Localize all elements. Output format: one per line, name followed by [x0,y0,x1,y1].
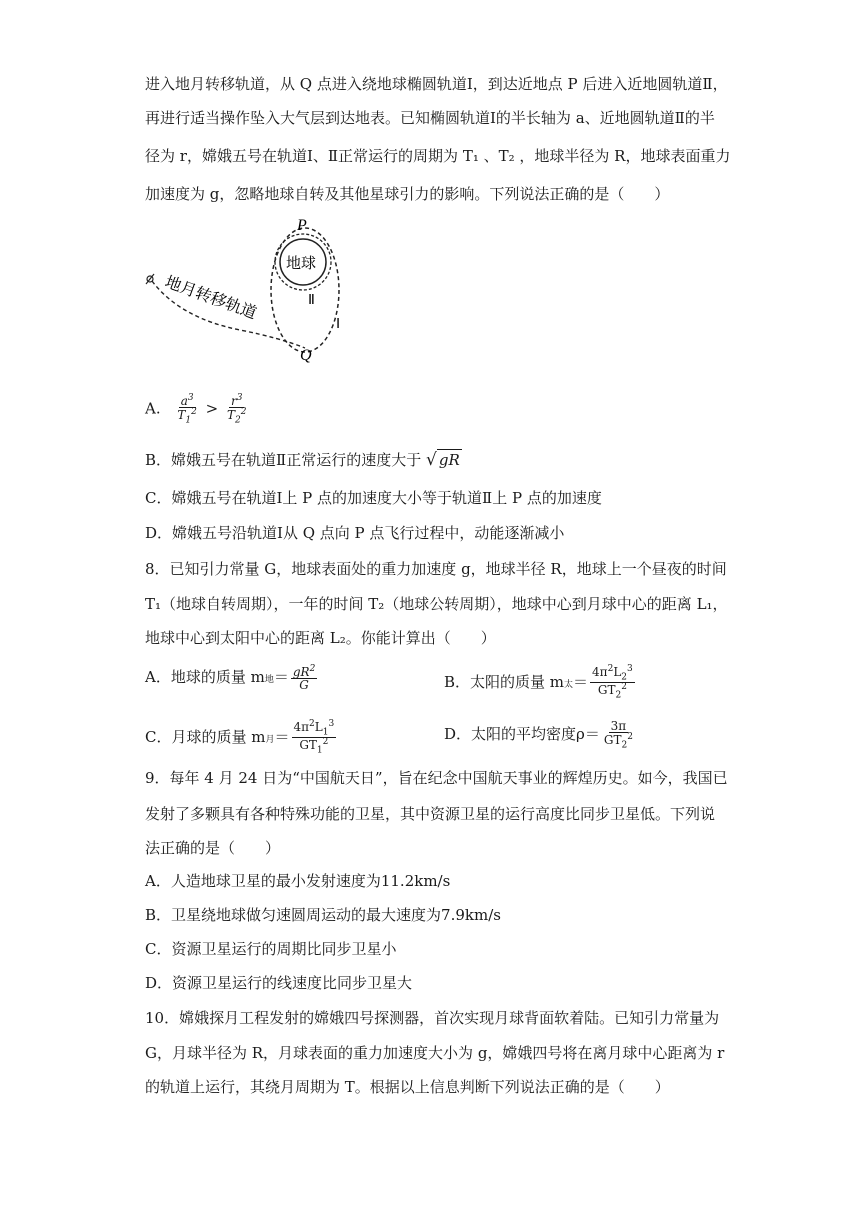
q10-stem-line-2: G，月球半径为 R，月球表面的重力加速度大小为 g，嫦娥四号将在离月球中心距离为 r [145,1044,725,1062]
q8-option-b: B．太阳的质量 m太＝ $\frac{4\pi^2L_2^3}{GT_2^2}$ [444,664,633,701]
label-transfer-orbit: 地月转移轨道 [162,271,260,323]
q9-option-d: D．资源卫星运行的线速度比同步卫星大 [145,974,413,992]
q7-option-b-text: B．嫦娥五号在轨道Ⅱ正常运行的速度大于 [145,451,422,469]
q7-option-b: B．嫦娥五号在轨道Ⅱ正常运行的速度大于 √ gR [145,450,460,470]
q8-option-d: D．太阳的平均密度ρ＝ $\frac{3\pi}{GT_2^2}$ [444,719,633,751]
q8-stem-line-1: 8．已知引力常量 G，地球表面处的重力加速度 g，地球半径 R，地球上一个昼夜的时间 [145,560,727,578]
q9-stem-line-3: 法正确的是（ ） [145,839,281,857]
q9-stem-line-2: 发射了多颗具有各种特殊功能的卫星，其中资源卫星的运行高度比同步卫星低。下列说 [145,805,716,823]
q9-option-a: A．人造地球卫星的最小发射速度为11.2km/s [145,872,451,890]
q10-stem-line-1: 10．嫦娥探月工程发射的嫦娥四号探测器，首次实现月球背面软着陆。已知引力常量为 [145,1009,720,1027]
q8-stem-line-2: T₁（地球自转周期），一年的时间 T₂（地球公转周期），地球中心到月球中心的距离 L₁， [145,595,728,613]
label-q: Q [300,347,312,364]
q7-stem-line-3: 径为 r，嫦娥五号在轨道Ⅰ、Ⅱ正常运行的周期为 T₁ 、T₂ ，地球半径为 R，地球表面重力 [145,147,731,165]
q8-option-c: C．月球的质量 m月＝ $\frac{4\pi^2L_1^3}{GT_1^2}$ [145,719,335,756]
orbit-diagram [140,208,360,368]
q7-option-a-label: A. [145,399,161,418]
q9-stem-line-1: 9．每年 4 月 24 日为“中国航天日”，旨在纪念中国航天事业的辉煌历史。如今，我国已 [145,769,728,787]
q8-option-a: A．地球的质量 m地＝ $\frac{gR^2}{G}$ [145,664,316,692]
q7-stem-line-4: 加速度为 g，忽略地球自转及其他星球引力的影响。下列说法正确的是（ ） [145,185,670,203]
q7-option-c: C．嫦娥五号在轨道Ⅰ上 P 点的加速度大小等于轨道Ⅱ上 P 点的加速度 [145,489,602,507]
q7-stem-line-1: 进入地月转移轨道，从 Q 点进入绕地球椭圆轨道Ⅰ，到达近地点 P 后进入近地圆轨道Ⅱ， [145,75,728,93]
q7-option-a: A. $\frac{a^3}{T_1^2}$ > $\frac{r^3}{T_2^2}$ [145,393,247,426]
label-earth: 地球 [286,254,317,272]
q10-stem-line-3: 的轨道上运行，其绕月周期为 T。根据以上信息判断下列说法正确的是（ ） [145,1078,670,1096]
q7-option-d: D．嫦娥五号沿轨道Ⅰ从 Q 点向 P 点飞行过程中，动能逐渐减小 [145,524,565,542]
q7-stem-line-2: 再进行适当操作坠入大气层到达地表。已知椭圆轨道Ⅰ的半长轴为 a、近地圆轨道Ⅱ的半 [145,109,715,127]
q8-stem-line-3: 地球中心到太阳中心的距离 L₂。你能计算出（ ） [145,629,496,647]
q7-option-b-sqrt: gR [438,451,460,469]
label-p: P [297,217,307,234]
label-orbit-2: Ⅱ [308,293,315,308]
q9-option-b: B．卫星绕地球做匀速圆周运动的最大速度为7.9km/s [145,906,501,924]
label-orbit-1: Ⅰ [336,317,341,332]
q9-option-c: C．资源卫星运行的周期比同步卫星小 [145,940,397,958]
